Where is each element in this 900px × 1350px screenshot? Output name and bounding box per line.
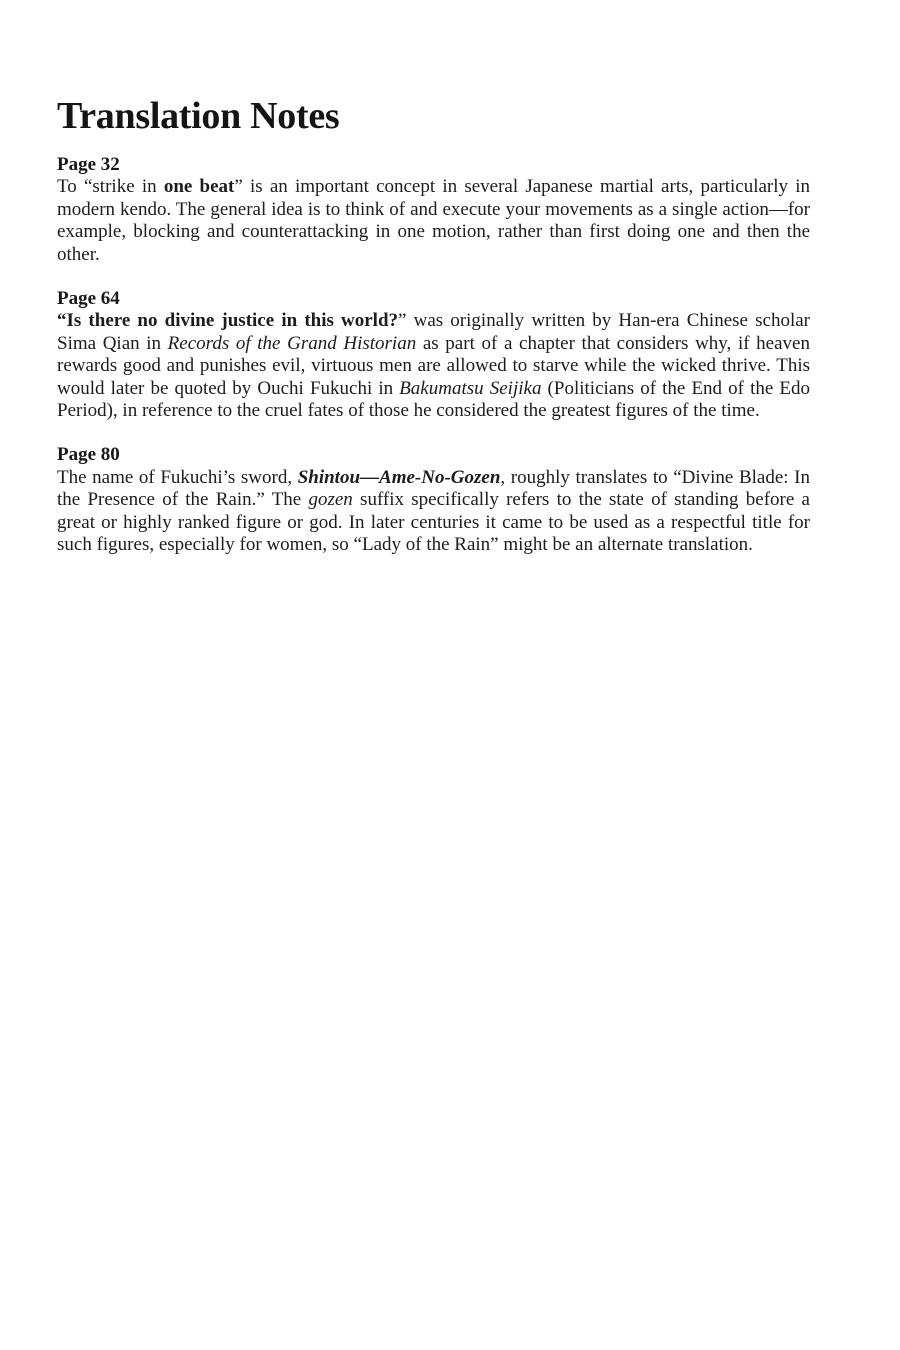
text-segment-normal: The name of Fukuchi’s sword, — [57, 466, 298, 488]
section-paragraph — [57, 176, 810, 266]
text-segment-normal: ” is an important concept in several Japanese martial arts, particularly in modern kendo. The general idea is to think of and execute your movements as a single action—for example, blocking and counterattacking in one motion, rather than first doing one and then the other. — [57, 176, 810, 265]
note-section — [57, 288, 810, 422]
note-section — [57, 444, 810, 556]
section-paragraph — [57, 310, 810, 422]
text-segment-bold: “Is there no divine justice in this world? — [57, 310, 399, 332]
text-segment-normal: (Politicians of the End of the Edo Period), in reference to the cruel fates of those he considered the greatest figures of the time. — [57, 377, 811, 422]
text-segment-italic: Records of the Grand Historian — [167, 332, 417, 354]
text-segment-normal: ” was originally written by Han-era Chinese scholar Sima Qian in — [57, 310, 810, 354]
section-heading: Page 32 — [57, 154, 120, 175]
text-segment-italic: Bakumatsu Seijika — [399, 377, 542, 399]
text-segment-normal: To “strike in — [57, 176, 164, 198]
text-segment-italic: gozen — [308, 489, 353, 511]
text-segment-normal: suffix specifically refers to the state of standing before a great or highly ranked figure or god. In later centuries it came to be used as a respectful title for such figures, especially for women, so “Lady of the Rain” might be an alternate translation. — [57, 489, 810, 556]
page-title: Translation Notes — [57, 95, 340, 137]
notes-sections-container — [57, 154, 810, 557]
text-segment-bold-italic: Shintou—Ame-No-Gozen — [297, 466, 501, 488]
section-paragraph — [57, 467, 810, 557]
text-segment-normal: , roughly translates to “Divine Blade: In the Presence of the Rain.” The — [57, 466, 811, 511]
section-heading: Page 80 — [57, 444, 120, 466]
section-heading: Page 64 — [57, 288, 120, 310]
text-segment-bold: one beat — [163, 176, 235, 198]
text-segment-normal: as part of a chapter that considers why, if heaven rewards good and punishes evil, virtuous men are allowed to starve while the wicked thrive. This would later be quoted by Ouchi Fukuchi in — [57, 332, 810, 399]
note-section — [57, 154, 810, 266]
